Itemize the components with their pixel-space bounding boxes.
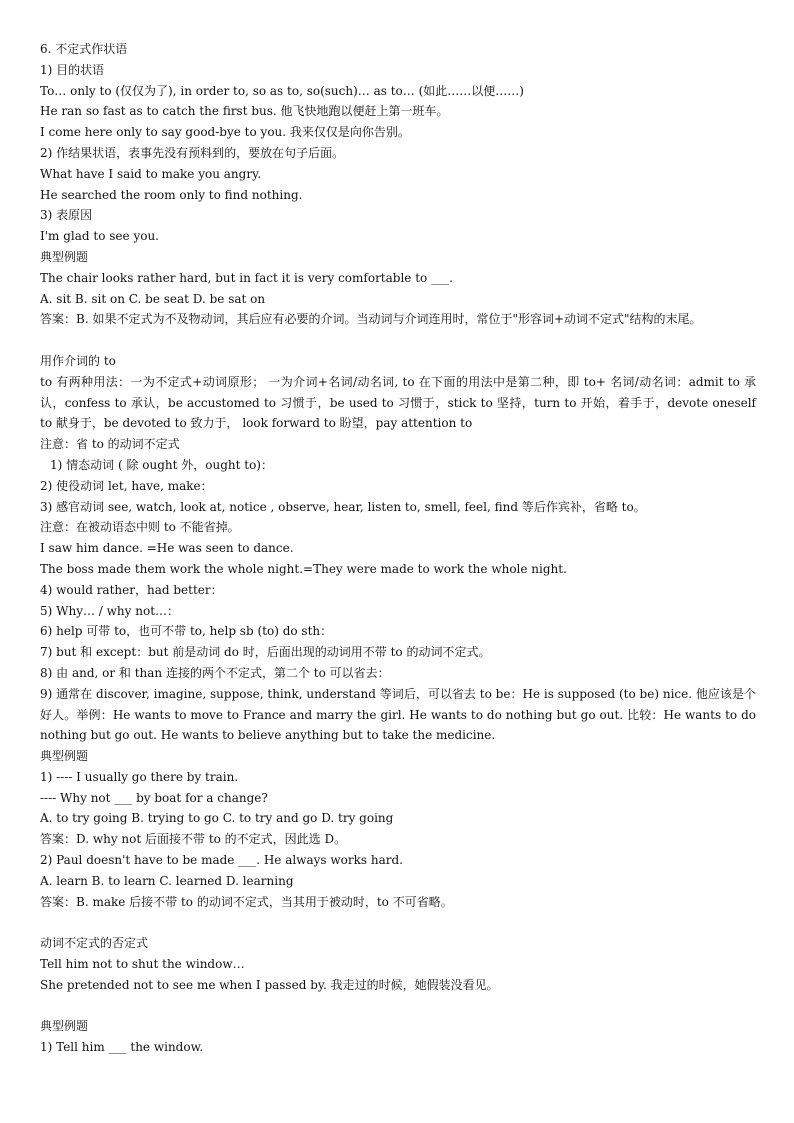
example-title: 典型例题 xyxy=(40,749,89,764)
list-item: 5) Why… / why not…： xyxy=(40,603,180,618)
text-line: I come here only to say good-bye to you. 我来仅仅是向你告别。 xyxy=(40,125,410,140)
list-item: 2) 使役动词 let, have, make： xyxy=(40,478,213,493)
example-line: The boss made them work the whole night.=They were made to work the whole night. xyxy=(40,561,567,576)
example-title: 典型例题 xyxy=(40,249,89,264)
list-item: 8) 由 and, or 和 than 连接的两个不定式，第二个 to 可以省去： xyxy=(40,665,390,680)
options: A. sit B. sit on C. be seat D. be sat on xyxy=(40,291,266,306)
text-line: She pretended not to see me when I passed by. 我走过的时候，她假装没看见。 xyxy=(40,977,499,992)
section-heading: 动词不定式的否定式 xyxy=(40,936,149,951)
blank-line xyxy=(40,912,756,933)
section-heading: 用作介词的 to xyxy=(40,353,116,368)
list-item: 7) but 和 except：but 前是动词 do 时，后面出现的动词用不带 to 的动词不定式。 xyxy=(40,645,491,660)
paragraph: to 有两种用法：一为不定式+动词原形； 一为介词+名词/动名词, to 在下面的用法中是第二种，即 to+ 名词/动名词：admit to 承认，confess to 承认，be accustomed to 习惯于，be used to 习惯于，stick to 坚持，turn to 开始，着手于，devote oneself to 献身于，be devoted to 致力于， look forward to 盼望，pay attention to xyxy=(40,374,756,431)
text-line: He searched the room only to find nothing. xyxy=(40,187,303,202)
question: The chair looks rather hard, but in fact it is very comfortable to ___. xyxy=(40,270,453,285)
text-line: I'm glad to see you. xyxy=(40,229,159,244)
options: A. to try going B. trying to go C. to try and go D. try going xyxy=(40,811,394,826)
list-item: 9) 通常在 discover, imagine, suppose, think, understand 等词后，可以省去 to be：He is supposed (to be) nice. 他应该是个好人。举例：He wants to move to France and marry the girl. He wants to do nothing but go out. 比较：He wants to do nothing but go out. He wants to believe anything but to take the medicine. xyxy=(40,686,756,743)
example-title: 典型例题 xyxy=(40,1019,89,1034)
list-item: 3) 感官动词 see, watch, look at, notice , observe, hear, listen to, smell, feel, find 等后作宾补，省略 to。 xyxy=(40,499,646,514)
answer: 答案：B. make 后接不带 to 的动词不定式，当其用于被动时，to 不可省略。 xyxy=(40,894,453,909)
question: 1) ---- I usually go there by train. xyxy=(40,769,239,784)
question: 1) Tell him ___ the window. xyxy=(40,1040,204,1055)
text-line: To… only to (仅仅为了), in order to, so as to, so(such)… as to… (如此……以便……) xyxy=(40,83,524,98)
example-line: I saw him dance. =He was seen to dance. xyxy=(40,541,294,556)
list-item: 4) would rather，had better： xyxy=(40,582,223,597)
list-item: 1) 情态动词 ( 除 ought 外，ought to)： xyxy=(50,457,273,472)
subheading: 3) 表原因 xyxy=(40,208,93,223)
text-line: What have I said to make you angry. xyxy=(40,166,262,181)
question: 2) Paul doesn't have to be made ___. He always works hard. xyxy=(40,853,403,868)
answer: 答案：D. why not 后面接不带 to 的不定式，因此选 D。 xyxy=(40,832,347,847)
subheading: 2) 作结果状语，表事先没有预料到的，要放在句子后面。 xyxy=(40,145,345,160)
question: ---- Why not ___ by boat for a change? xyxy=(40,790,268,805)
document-page xyxy=(40,39,756,1058)
section-heading: 6. 不定式作状语 xyxy=(40,42,128,56)
answer: 答案：B. 如果不定式为不及物动词，其后应有必要的介词。当动词与介词连用时，常位于"形容词+动词不定式"结构的末尾。 xyxy=(40,312,702,327)
list-item: 6) help 可带 to，也可不带 to, help sb (to) do sth： xyxy=(40,624,333,639)
note: 注意：省 to 的动词不定式 xyxy=(40,437,180,452)
text-line: He ran so fast as to catch the first bus. 他飞快地跑以便赶上第一班车。 xyxy=(40,104,449,119)
subheading: 1) 目的状语 xyxy=(40,62,105,77)
text-line: Tell him not to shut the window… xyxy=(40,957,245,972)
options: A. learn B. to learn C. learned D. learning xyxy=(40,873,294,888)
blank-line xyxy=(40,330,756,351)
blank-line xyxy=(40,996,756,1017)
note: 注意：在被动语态中则 to 不能省掉。 xyxy=(40,520,240,535)
